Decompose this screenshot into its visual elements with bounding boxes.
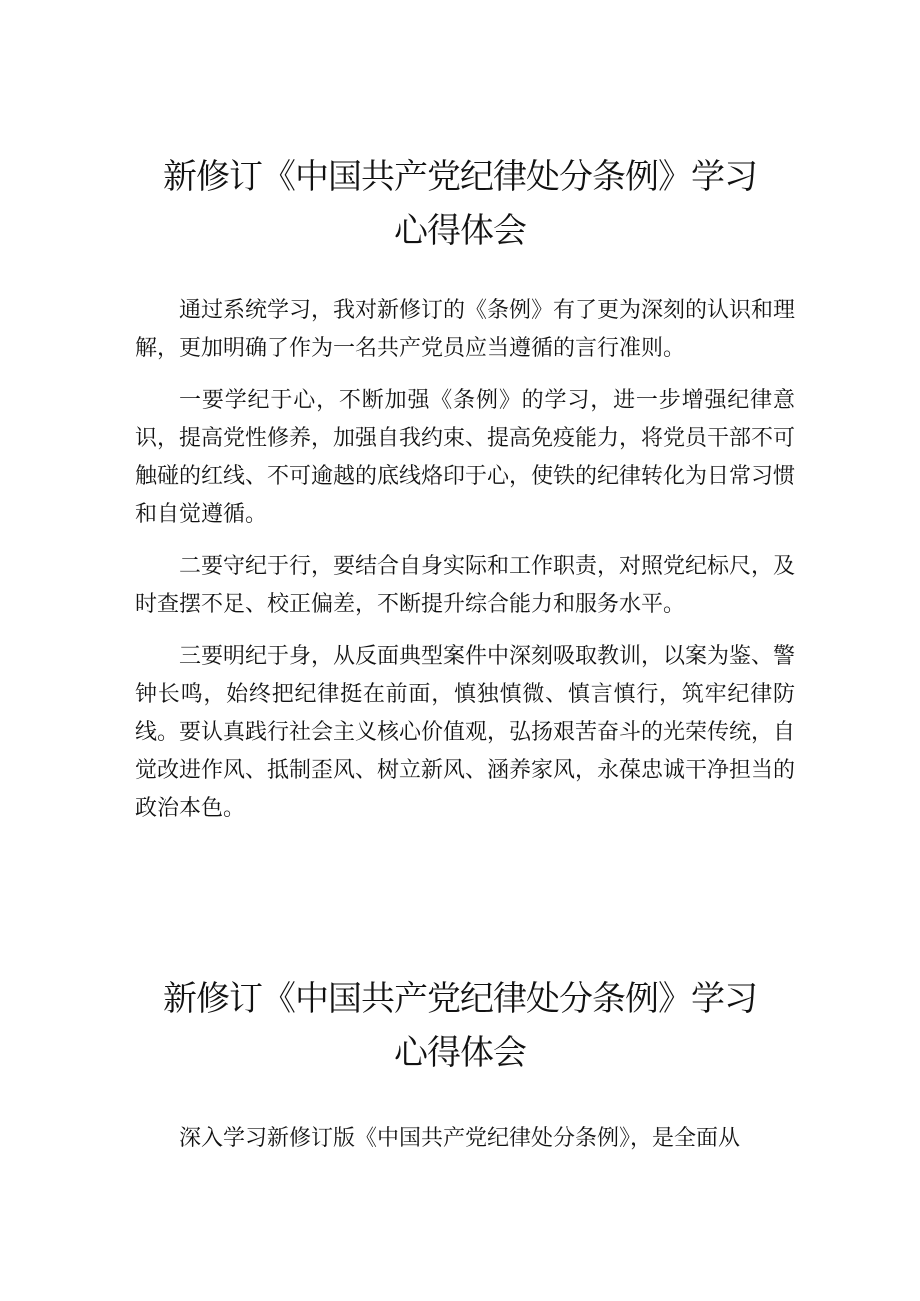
article-1-title-line-2: 心得体会 <box>394 211 526 251</box>
article-1-paragraph-point-2: 二要守纪于行，要结合自身实际和工作职责，对照党纪标尺，及时查摆不足、校正偏差，不断提升综合能力和服务水平。 <box>135 554 796 617</box>
article-1-paragraph-point-3: 三要明纪于身，从反面典型案件中深刻吸取教训，以案为鉴、警钟长鸣，始终把纪律挺在前面，慎独慎微、慎言慎行，筑牢纪律防线。要认真践行社会主义核心价值观，弘扬艰苦奋斗的光荣传统，自觉改进作风、抵制歪风、树立新风、涵养家风，永葆忠诚干净担当的政治本色。 <box>135 644 796 821</box>
article-2-title-line-2: 心得体会 <box>394 1033 526 1073</box>
article-1-title <box>0 150 920 258</box>
article-2-title <box>0 972 920 1080</box>
article-2-body <box>135 1120 795 1158</box>
article-1-body <box>135 292 795 828</box>
article-1-paragraph-intro: 通过系统学习，我对新修订的《条例》有了更为深刻的认识和理解，更加明确了作为一名共产党员应当遵循的言行准则。 <box>135 298 796 361</box>
article-2-paragraph-intro: 深入学习新修订版《中国共产党纪律处分条例》，是全面从 <box>179 1126 741 1151</box>
article-2-title-line-1: 新修订《中国共产党纪律处分条例》学习 <box>163 979 757 1019</box>
article-1-title-line-1: 新修订《中国共产党纪律处分条例》学习 <box>163 157 757 197</box>
article-1-paragraph-point-1: 一要学纪于心，不断加强《条例》的学习，进一步增强纪律意识，提高党性修养，加强自我约束、提高免疫能力，将党员干部不可触碰的红线、不可逾越的底线烙印于心，使铁的纪律转化为日常习惯和自觉遵循。 <box>135 388 796 527</box>
